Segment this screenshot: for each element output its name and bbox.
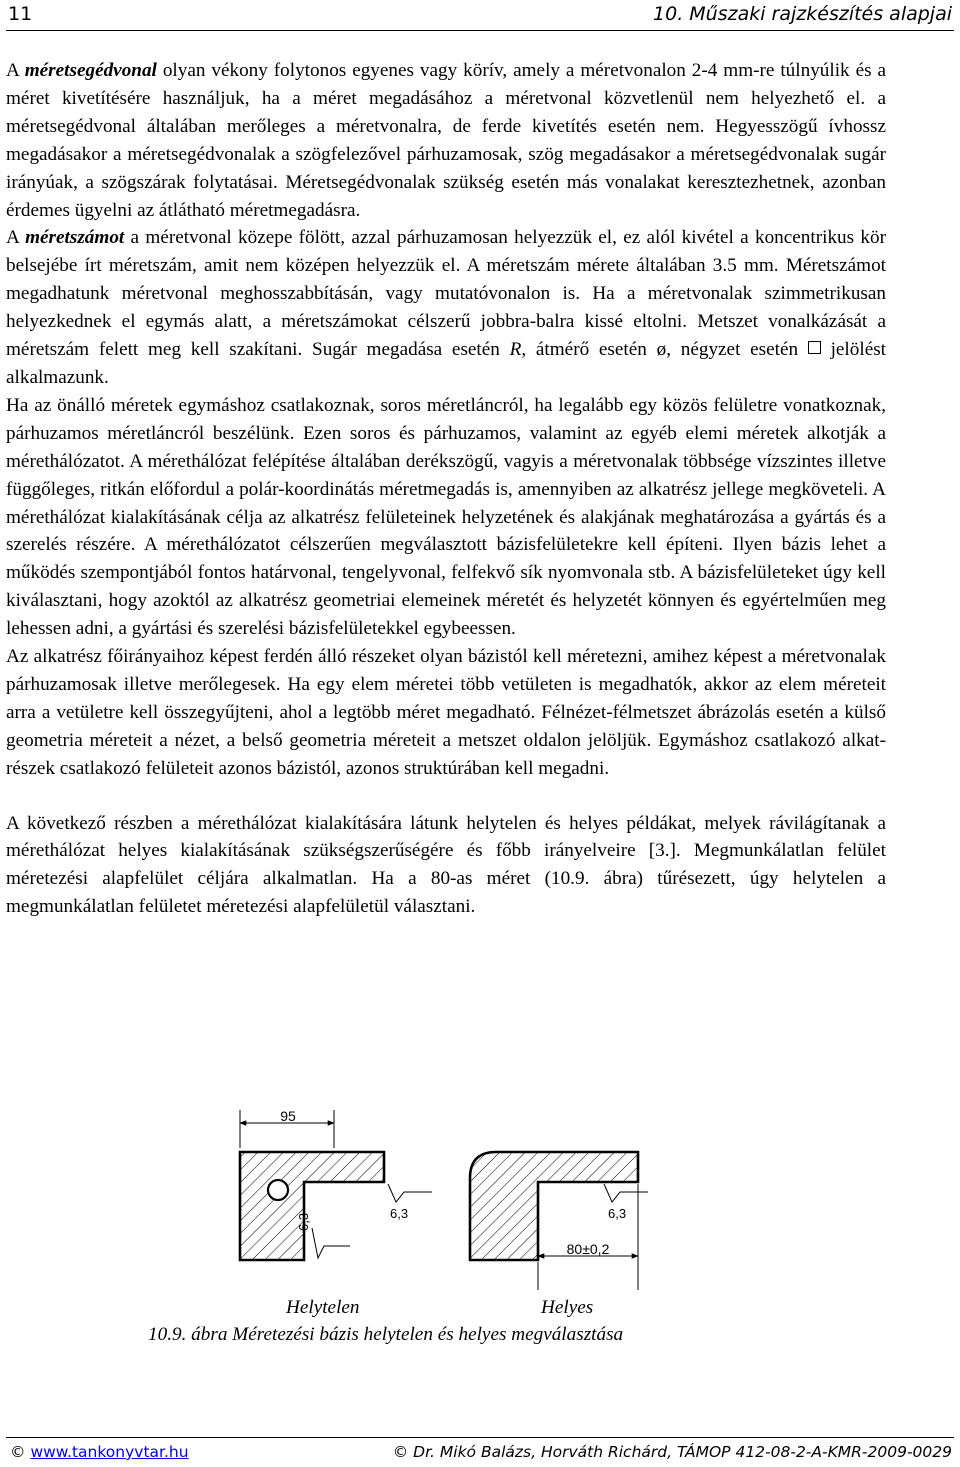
- footer-website[interactable]: © www.tankonyvtar.hu: [10, 1443, 189, 1461]
- dim-95: 95: [280, 1108, 296, 1124]
- label-correct: Helyes: [541, 1297, 594, 1318]
- page-footer: [6, 1437, 954, 1467]
- paragraph-gap: [6, 783, 886, 810]
- chapter-title: 10. Műszaki rajzkészítés alapjai: [653, 3, 952, 25]
- label-incorrect: Helytelen: [286, 1297, 360, 1318]
- figure-10-9-drawing: [200, 1108, 760, 1298]
- copyright-text: Dr. Mikó Balázs, Horváth Richárd, TÁMOP 412-08-2-A-KMR-2009-0029: [413, 1443, 952, 1461]
- paragraph-dimension-number: [6, 224, 886, 391]
- text-run: , átmérő esetén: [521, 339, 657, 361]
- page-header: [6, 0, 954, 31]
- roughness-left-1: 6,3: [296, 1212, 311, 1231]
- page-number: 11: [8, 3, 33, 25]
- text-run: a méretvonal közepe fölött, azzal párhuzamosan helyezzük el, ez alól kivétel a koncentrikus kör belsejébe írt méretszám, amit nem középen helyezzük el. A méretszám mérete általában 3.5 mm. Méretszámot megadhatunk méretvonal meghosszabbításán, vagy mutatóvonalon is. Ha a méretvonalak szimmetrikusan helyezkednek el egymás alatt, a méretszámokat célszerű jobbra-balra kissé eltolni. Metszet vonalkázását a méretszám felett meg kell szakítani. Sugár megadása esetén: [6, 227, 886, 361]
- text-run: olyan vékony folytonos egyenes vagy körív, amely a méretvonalon 2-4 mm-re túlnyúlik és a méret kivetítésére használjuk, ha a méret megadásához a méretvonal közvetlenül nem helyezhető el. a méretsegédvonal általában merőleges a méretvonalra, de ferde kivetítés esetén nem. Hegyesszögű ívhossz megadásakor a méretsegédvonalak a szögfelezővel párhuzamosak, szög megadásakor a méretsegédvonalak sugár irányúak, a szögszárak folytatásai. Méretsegédvonalak szükség esetén más vonalakat keresztezhetnek, azonban érdemes ügyelni az átlátható méretmegadásra.: [6, 60, 886, 221]
- drawing-incorrect: [240, 1108, 432, 1260]
- diameter-symbol: ø: [656, 339, 667, 361]
- paragraph-examples: A következő részben a mérethálózat kialakítására látunk helytelen és helyes példákat, melyek rávilágítanak a mérethálózat helyes kialakításának szükségszerűségére és főbb irányelveire [3.]. Megmunkálatlan felület méretezési alapfelület céljára alkalmatlan. Ha a 80-as méret (10.9. ábra) tűrésezett, úgy helytelen a megmunkálatlan felületet méretezési alapfelületül választani.: [6, 812, 886, 918]
- dim-80: 80±0,2: [566, 1241, 610, 1257]
- paragraph-extension-line: [6, 57, 886, 224]
- drawing-correct: [470, 1152, 648, 1290]
- roughness-right-1: 6,3: [608, 1206, 627, 1221]
- paragraph-dimension-chain: Ha az önálló méretek egymáshoz csatlakoznak, soros méretláncról, ha legalább egy közös felületre vonatkoznak, párhuzamos méretláncról beszélünk. Ezen soros és párhuzamos, valamint az egyéb elemi méretek alkotják a mérethálózatot. A mérethálózat felépítése általában derékszögű, vagyis a méretvonalak többsége vízszintes illetve függőleges, ritkán előfordul a polár-koordinátás méretmegadás is, amennyiben az alkatrész jellege megköveteli. A mérethálózat kialakításának célja az alkatrész felületeinek helyzetének és alakjának meghatározása a gyártás és a szerelés részére. A mérethálózatot célszerűen megválasztott bázisfelületekre kell építeni. Ilyen bázis lehet a működés szempontjából fontos határvonal, tengelyvonal, felfekvő sík nyomvonala stb. A bázisfelületeket úgy kell kiválasztani, hogy azoktól az alkatrész geometriai elemeinek méretét és helyzetét könnyen és egyértelműen meg lehessen adni, a gyártási és szerelési bázisfelületekkel egybeessen.: [6, 394, 886, 640]
- term-meretszamot: méretszámot: [25, 227, 125, 249]
- text-run: , négyzet esetén: [666, 339, 808, 361]
- term-meretsegedvonal: méretsegédvonal: [24, 60, 157, 81]
- main-text: [6, 57, 886, 921]
- text-run: A: [6, 60, 25, 81]
- roughness-left-2: 6,3: [390, 1206, 409, 1221]
- website-link[interactable]: www.tankonyvtar.hu: [30, 1443, 189, 1461]
- radius-symbol: R: [509, 339, 522, 361]
- square-symbol-icon: [808, 341, 821, 354]
- footer-copyright: © Dr. Mikó Balázs, Horváth Richárd, TÁMOP 412-08-2-A-KMR-2009-0029: [392, 1443, 952, 1461]
- figure-caption: 10.9. ábra Méretezési bázis helytelen és helyes megválasztása: [148, 1324, 624, 1345]
- text-run: A: [6, 227, 26, 249]
- paragraph-oblique-parts: Az alkatrész főirányaihoz képest ferdén álló részeket olyan bázistól kell méretezni, amihez képest a méretvonalak párhuzamosak illetve merőlegesek. Ha egy elem méretei több vetületen is megadhatók, akkor az elem méreteit arra a vetületre kell összegyűjteni, ahol a legtöbb méret megadható. Félnézet-félmetszet ábrázolás esetén a külső geometria méreteit a nézet, a belső geometria méreteit a metszet oldalon jelöljük. Egymáshoz csatlakozó alkatrészek csatlakozó felületeit azonos bázistól, azonos struktúrában kell megadni.: [6, 646, 886, 779]
- text-run: jelölést alkalmazunk.: [6, 339, 887, 388]
